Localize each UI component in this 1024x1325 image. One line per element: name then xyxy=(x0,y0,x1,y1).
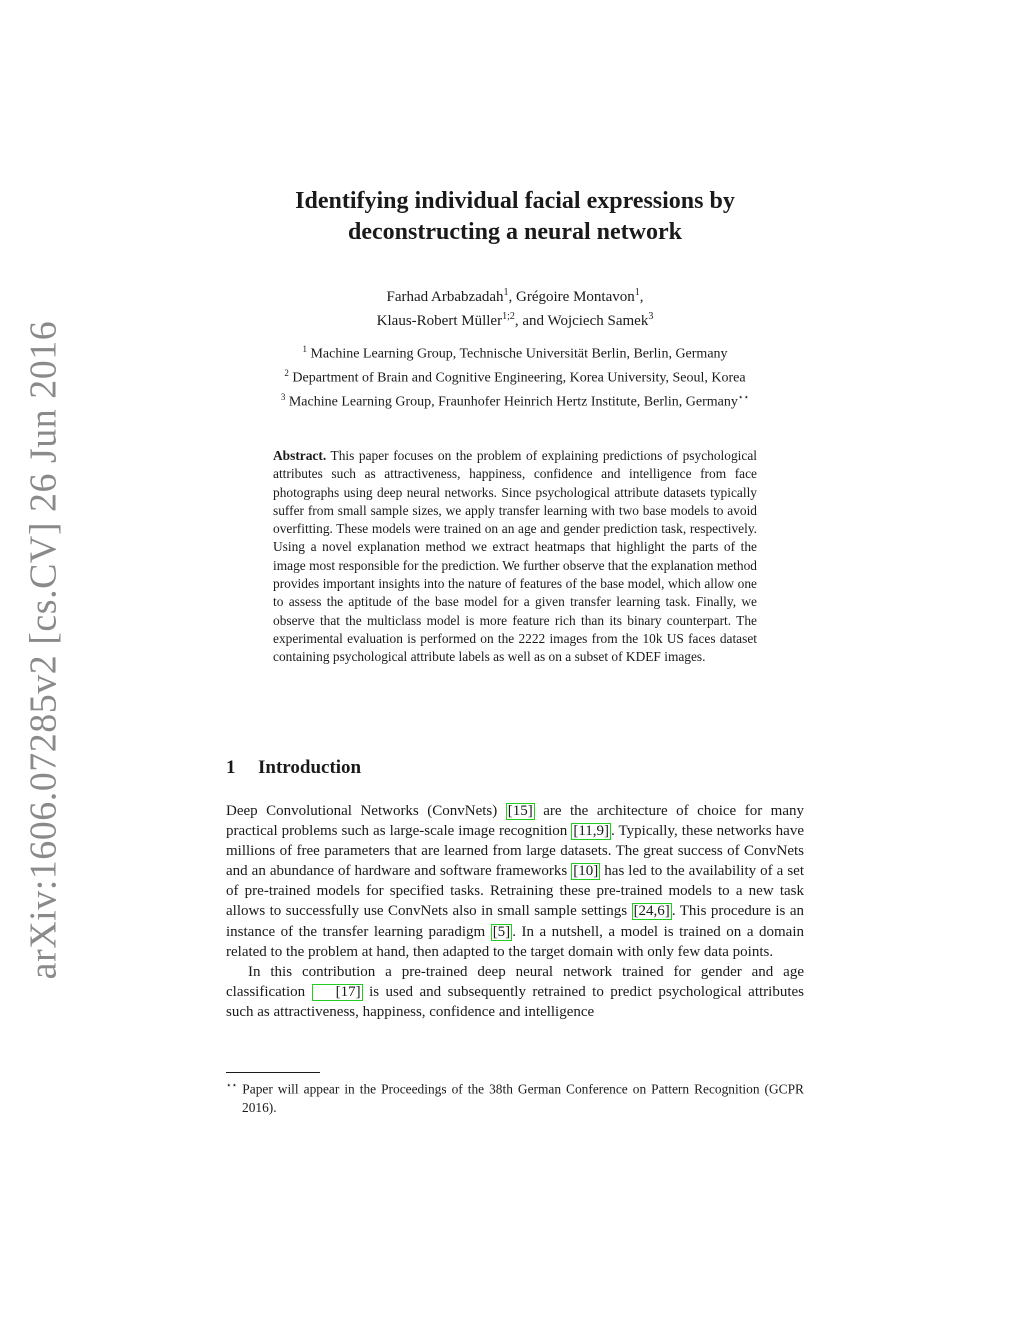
citation-link[interactable]: [11,9] xyxy=(573,823,610,840)
author-name: Grégoire Montavon xyxy=(516,289,635,305)
footnote-mark: ⋆⋆ xyxy=(226,1080,238,1090)
author-affiliation-mark: 3 xyxy=(648,311,654,322)
author-affiliation-mark: 1;2 xyxy=(502,311,515,322)
author-name: Klaus-Robert Müller xyxy=(376,313,503,329)
author-affiliation-mark: 1 xyxy=(503,287,509,298)
citation-link[interactable]: [10] xyxy=(573,863,599,880)
body-paragraph: In this contribution a pre-trained deep neural network trained for gender and age classification [17] is used and subsequently retrained to predict psychological attributes such as attractiveness, happiness, confidence and intelligence xyxy=(226,963,804,1020)
body-text xyxy=(226,801,804,1022)
section-title: Introduction xyxy=(258,757,362,778)
citation-link[interactable]: [17] xyxy=(312,984,363,1001)
footnote-text: Paper will appear in the Proceedings of the 38th German Conference on Pattern Recognition (GCPR 2016). xyxy=(242,1081,804,1115)
author-name: Wojciech Samek xyxy=(547,313,649,329)
author-line-1: Farhad Arbabzadah$^1$, Grégoire Montavon$^1$, xyxy=(386,287,644,305)
affiliation-1: $^1$ Machine Learning Group, Technische Universität Berlin, Berlin, Germany xyxy=(302,344,728,362)
citation-link[interactable]: [5] xyxy=(492,923,511,940)
author-list xyxy=(220,283,810,331)
affiliation-list xyxy=(200,340,830,412)
title-line-2: deconstructing a neural network xyxy=(348,219,682,245)
section-number: 1 xyxy=(226,757,236,778)
author-line-2: Klaus-Robert Müller$^{1;2}$, and Wojciech Samek$^3$ xyxy=(376,311,654,329)
body-paragraph: Deep Convolutional Networks (ConvNets) [15] are the architecture of choice for many practical problems such as large-scale image recognition [11,9] . Typically, these networks have millions of free parameters that are learned from large datasets. The great success of ConvNets and an abundance of hardware and software frameworks [10] has led to the availability of a set of pre-trained models for specified tasks. Retraining these pre-trained models to a new task allows to successfully use ConvNets also in small sample settings [24,6] . This procedure is an instance of the transfer learning paradigm [5] . In a nutshell, a model is trained on a domain related to the problem at hand, then adapted to the target domain with only few data points. xyxy=(226,803,804,960)
citation-link[interactable]: [24,6] xyxy=(633,903,670,920)
arxiv-sidebar xyxy=(18,320,68,980)
title-line-1: Identifying individual facial expressions by xyxy=(295,188,735,214)
citation-link[interactable]: [15] xyxy=(507,803,533,819)
abstract xyxy=(273,447,757,667)
arxiv-identifier: arXiv:1606.07285v2 [cs.CV] 26 Jun 2016 xyxy=(22,320,64,980)
footnote-rule xyxy=(226,1072,320,1073)
section-heading xyxy=(226,757,806,779)
abstract-label: Abstract. xyxy=(273,448,327,463)
affiliation-3: $^3$ Machine Learning Group, Fraunhofer Heinrich Hertz Institute, Berlin, Germany⋆⋆ xyxy=(280,392,750,410)
author-name: Farhad Arbabzadah xyxy=(386,289,504,305)
paper-title xyxy=(200,186,830,248)
affiliation-2: $^2$ Department of Brain and Cognitive Engineering, Korea University, Seoul, Korea xyxy=(284,368,746,386)
abstract-text: This paper focuses on the problem of explaining predictions of psychological attributes such as attractiveness, happiness, confidence and intelligence from face photographs using deep neural networks. Since psychological attribute datasets typically suffer from small sample sizes, we apply transfer learning with two base models to avoid overfitting. These models were trained on an age and gender prediction task, respectively. Using a novel explanation method we extract heatmaps that highlight the parts of the image most responsible for the prediction. We further observe that the explanation method provides important insights into the nature of features of the base model, which allow one to assess the aptitude of the base model for a given transfer learning task. Finally, we observe that the multiclass model is more feature rich than its binary counterpart. The experimental evaluation is performed on the 2222 images from the 10k US faces dataset containing psychological attribute labels as well as on a subset of KDEF images. xyxy=(273,448,757,665)
author-affiliation-mark: 1 xyxy=(634,287,640,298)
footnote xyxy=(226,1076,804,1117)
